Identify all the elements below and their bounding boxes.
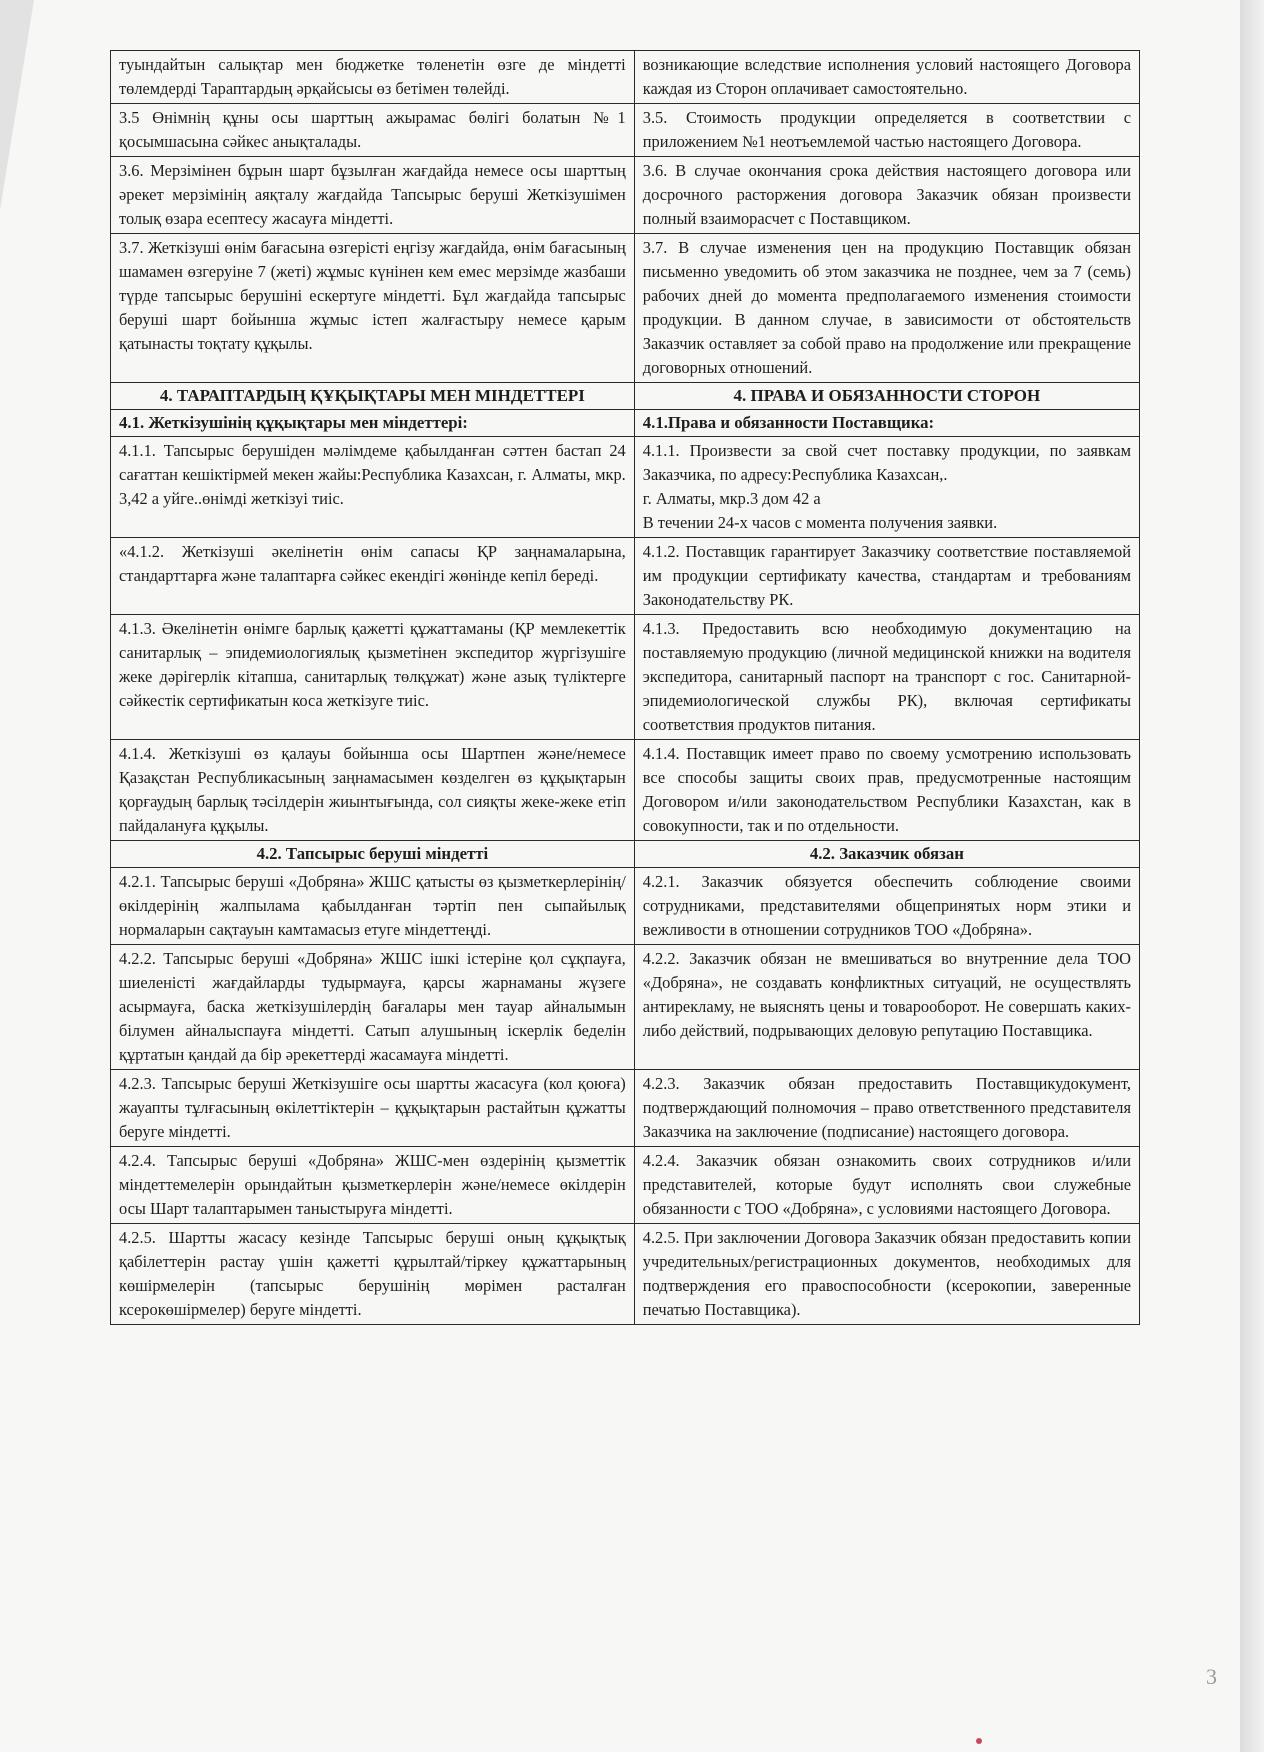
clause-ru-line: 4.1.1. Произвести за свой счет поставку продукции, по заявкам Заказчика, по адресу:Республика Казахсан,. [642,441,1131,484]
table-row [111,945,1140,1070]
section-heading-kz: 4. ТАРАПТАРДЫҢ ҚҰҚЫҚТАРЫ МЕН МІНДЕТТЕРІ [111,383,635,410]
section-heading-row [111,383,1140,410]
clause-kz: «4.1.2. Жеткізуші әкелінетін өнім сапасы ҚР заңнамаларына, стандарттарға және талаптарға сәйкес екендігі жөнінде кепіл береді. [111,538,635,615]
subsection-heading-ru: 4.2. Заказчик обязан [634,841,1139,868]
table-row [111,1147,1140,1224]
contract-table [110,50,1140,1325]
clause-ru: 4.1.4. Поставщик имеет право по своему усмотрению использовать все способы защиты своих прав, предусмотренные настоящим Договором и/или законодательством Республики Казахстан, как в совокупности, так и по отдельности. [634,740,1139,841]
table-row [111,437,1140,538]
subsection-heading-kz: 4.2. Тапсырыс беруші міндетті [111,841,635,868]
table-row [111,868,1140,945]
page-number: 3 [1206,1664,1217,1689]
clause-ru-line: В течении 24-х часов с момента получения заявки. [642,513,998,532]
table-row [111,1224,1140,1325]
table-row [111,234,1140,383]
clause-ru: 3.6. В случае окончания срока действия настоящего договора или досрочного расторжения договора Заказчик обязан произвести полный взаиморасчет с Поставщиком. [634,157,1139,234]
subsection-heading-row [111,841,1140,868]
clause-ru-line: г. Алматы, мкр.3 дом 42 а [642,489,821,508]
clause-ru [634,437,1139,538]
clause-kz: 4.2.3. Тапсырыс беруші Жеткізушіге осы шартты жасасуға (кол қоюға) жауапты тұлғасының өкілеттіктерін – құқықтарын растайтын құжатты беруге міндетті. [111,1070,635,1147]
clause-ru: 4.2.4. Заказчик обязан ознакомить своих сотрудников и/или представителей, которые будут исполнять свои служебные обязанности с ТОО «Добряна», с условиями настоящего Договора. [634,1147,1139,1224]
clause-ru: 3.7. В случае изменения цен на продукцию Поставщик обязан письменно уведомить об этом заказчика не позднее, чем за 7 (семь) рабочих дней до момента предполагаемого изменения стоимости продукции. В данном случае, в зависимости от обстоятельств Заказчик оставляет за собой право на продолжение или прекращение договорных отношений. [634,234,1139,383]
clause-ru: 4.1.2. Поставщик гарантирует Заказчику соответствие поставляемой им продукции сертификату качества, стандартам и требованиям Законодательству РК. [634,538,1139,615]
clause-kz: 4.1.1. Тапсырыс берушіден мәлімдеме қабылданған сәттен бастап 24 сағаттан кешіктірмей мекен жайы:Республика Казахсан, г. Алматы, мкр. 3,42 а уйге..өнімді жеткізуі тиіс. [111,437,635,538]
table-row [111,538,1140,615]
table-row [111,157,1140,234]
clause-kz: 3.7. Жеткізуші өнім бағасына өзгерісті еңгізу жағдайда, өнім бағасының шамамен өзгеруіне 7 (жеті) жұмыс күнінен кем емес мерзімде жазбаши түрде тапсырыс берушіні ескертуге міндетті. Бұл жағдайда тапсырыс беруші шарт бойынша жұмыс істеп жалғастыру немесе қарым қатынасты тоқтату құқылы. [111,234,635,383]
clause-kz: 4.2.4. Тапсырыс беруші «Добряна» ЖШС-мен өздерінің қызметтік міндеттемелерін орындайтын қызметкерлерін және/немесе өкілдерін осы Шарт талаптарымен таныстыруға міндетті. [111,1147,635,1224]
clause-ru: 4.2.1. Заказчик обязуется обеспечить соблюдение своими сотрудниками, представителями общепринятых норм этики и вежливости в отношении сотрудников ТОО «Добряна». [634,868,1139,945]
section-heading-ru: 4. ПРАВА И ОБЯЗАННОСТИ СТОРОН [634,383,1139,410]
clause-kz: 4.2.5. Шартты жасасу кезінде Тапсырыс беруші оның құқықтық қабілеттерін растау үшін қажетті құрылтай/тіркеу құжаттарының көшірмелерін (тапсырыс берушінің мөрімен расталған ксерокөшірмелер) беруге міндетті. [111,1224,635,1325]
clause-kz: 4.2.2. Тапсырыс беруші «Добряна» ЖШС ішкі істеріне қол сұқпауға, шиеленісті жағдайларды тудырмауға, қарсы жарнаманы жүзеге асырмауға, баска жеткізушілердің бағалары мен тауар айналымын білумен айналыспауға міндетті. Сатып алушының іскерлік беделін құртатын қандай да бір әрекеттерді жасамауға міндетті. [111,945,635,1070]
table-row [111,1070,1140,1147]
clause-ru: 4.1.3. Предоставить всю необходимую документацию на поставляемую продукцию (личной медицинской книжки на водителя экспедитора, санитарный паспорт на транспорт с гос. Санитарной-эпидемиологической службы РК), включая сертификаты соответствия продуктов питания. [634,615,1139,740]
table-row [111,51,1140,104]
table-row [111,104,1140,157]
clause-ru: возникающие вследствие исполнения условий настоящего Договора каждая из Сторон оплачивает самостоятельно. [634,51,1139,104]
clause-kz: 3.6. Мерзімінен бұрын шарт бұзылған жағдайда немесе осы шарттың әрекет мерзімінің аяқталу жағдайда Тапсырыс беруші Жеткізушімен толық өзара есептесу жасауға міндетті. [111,157,635,234]
table-row [111,740,1140,841]
ink-mark [976,1738,982,1744]
page-corner-fold [0,0,34,210]
clause-ru: 4.2.2. Заказчик обязан не вмешиваться во внутренние дела ТОО «Добряна», не создавать конфликтных ситуаций, не осуществлять антирекламу, не выяснять цены и товарооборот. Не совершать каких-либо действий, подрывающих деловую репутацию Поставщика. [634,945,1139,1070]
clause-kz: туындайтын салықтар мен бюджетке төленетін өзге де міндетті төлемдерді Тараптардың әрқайсысы өз бетімен төлейді. [111,51,635,104]
clause-ru: 4.2.3. Заказчик обязан предоставить Поставщикудокумент, подтверждающий полномочия – право ответственного представителя Заказчика на заключение (подписание) настоящего договора. [634,1070,1139,1147]
clause-kz: 3.5 Өнімнің құны осы шарттың ажырамас бөлігі болатын №1 қосымшасына сәйкес анықталады. [111,104,635,157]
subsection-heading-kz: 4.1. Жеткізушінің құқықтары мен міндеттері: [111,410,635,437]
clause-ru: 4.2.5. При заключении Договора Заказчик обязан предоставить копии учредительных/регистрационных документов, необходимых для подтверждения его правоспособности (ксерокопии, заверенные печатью Поставщика). [634,1224,1139,1325]
clause-kz: 4.2.1. Тапсырыс беруші «Добряна» ЖШС қатысты өз қызметкерлерінің/өкілдерінің жалпылама қабылданған тәртіп пен сыпайылық нормаларын сақтауын камтамасыз етуге міндеттеңді. [111,868,635,945]
table-row [111,615,1140,740]
page-edge-shadow [1240,0,1264,1752]
clause-ru: 3.5. Стоимость продукции определяется в соответствии с приложением №1 неотъемлемой частью настоящего Договора. [634,104,1139,157]
subsection-heading-ru: 4.1.Права и обязанности Поставщика: [634,410,1139,437]
subsection-heading-row [111,410,1140,437]
clause-kz: 4.1.3. Әкелінетін өнімге барлық қажетті құжаттаманы (ҚР мемлекеттік санитарлық – эпидемиологиялық қызметінен экспедитор жүргізушіге жеке дәрігерлік кітапша, санитарлық төлқұжат) және азық түліктерге сәйкестік сертификатын коса жеткізуге тиіс. [111,615,635,740]
clause-kz: 4.1.4. Жеткізуші өз қалауы бойынша осы Шартпен және/немесе Қазақстан Республикасының заңнамасымен көзделген өз құқықтарын қорғаудың барлық тәсілдерін жиынтығында, сол сияқты жеке-жеке етіп пайдалануға құқылы. [111,740,635,841]
